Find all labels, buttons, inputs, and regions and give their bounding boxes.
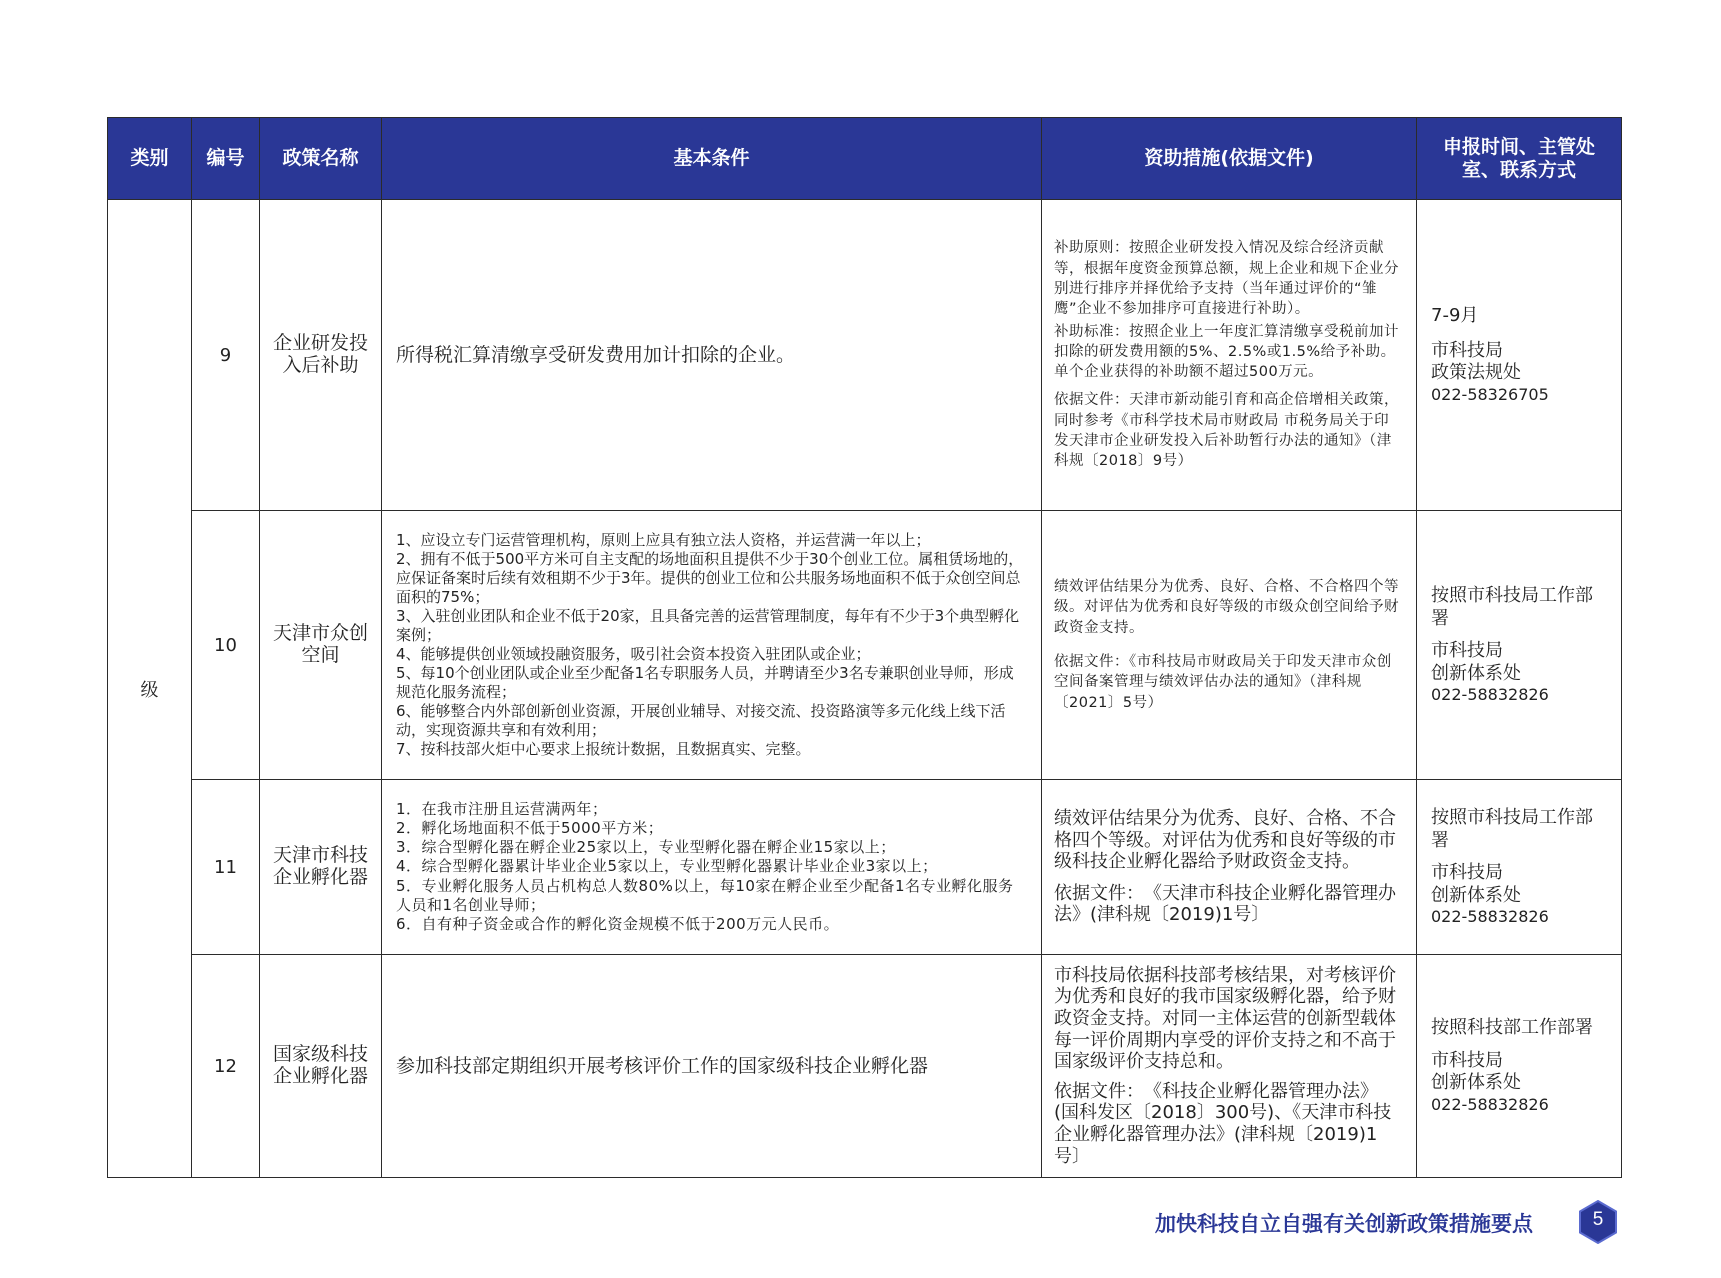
policy-contact [1417,511,1622,780]
table-row [108,200,1622,511]
policy-contact [1417,955,1622,1178]
condition-item: 4、能够提供创业领域投融资服务，吸引社会资本投资入驻团队或企业； [396,645,871,663]
page-number: 5 [1592,1209,1604,1230]
condition-item: 6．自有种子资金或合作的孵化资金规模不低于200万元人民币。 [396,914,840,933]
condition-item: 1．在我市注册且运营满两年； [396,800,608,819]
support-paragraph: 补助标准：按照企业上一年度汇算清缴享受税前加计扣除的研发费用额的5%、2.5%或1.5%给予补助。单个企业获得的补助额不超过500万元。 [1054,323,1399,381]
support-paragraph: 依据文件：天津市新动能引育和高企倍增相关政策，同时参考《市科学技术局市财政局 市税务局关于印发天津市企业研发投入后补助暂行办法的通知》（津科规〔2018〕9号） [1054,392,1399,470]
condition-item: 1、应设立专门运营管理机构，原则上应具有独立法人资格，并运营满一年以上； [396,530,931,549]
header-contact: 申报时间、主管处室、联系方式 [1417,118,1622,200]
dept-office: 创新体系处 [1431,884,1521,906]
dept-org: 市科技局 [1431,862,1503,883]
policy-support [1042,780,1417,955]
policy-number: 10 [192,511,260,780]
dept-office: 创新体系处 [1431,662,1521,684]
apply-time: 按照市科技局工作部署 [1431,807,1593,851]
table-row [108,780,1622,955]
support-paragraph: 绩效评估结果分为优秀、良好、合格、不合格四个等级。对评估为优秀和良好等级的市级众创空间给予财政资金支持。 [1054,579,1399,636]
header-category: 类别 [108,118,192,200]
contact-phone: 022-58832826 [1431,907,1549,926]
contact-phone: 022-58832826 [1431,685,1549,704]
policy-support [1042,200,1417,511]
condition-item: 3、入驻创业团队和企业不低于20家，且具备完善的运营管理制度，每年有不少于3个典型孵化案例； [396,606,1020,644]
policy-number: 11 [192,780,260,955]
table-row [108,955,1622,1178]
policy-name: 国家级科技企业孵化器 [260,955,382,1178]
header-policy-name: 政策名称 [260,118,382,200]
dept-org: 市科技局 [1431,1049,1503,1071]
apply-time: 按照科技部工作部署 [1431,1017,1593,1039]
condition-item: 2．孵化场地面积不低于5000平方米； [396,819,664,838]
policy-name: 天津市众创空间 [260,511,382,780]
policy-name: 天津市科技企业孵化器 [260,780,382,955]
policy-support [1042,955,1417,1178]
dept-org: 市科技局 [1431,339,1503,361]
condition-text: 所得税汇算清缴享受研发费用加计扣除的企业。 [396,343,796,366]
dept-org: 市科技局 [1431,640,1503,661]
contact-phone: 022-58832826 [1431,1094,1549,1114]
contact-phone: 022-58326705 [1431,384,1549,404]
header-conditions: 基本条件 [382,118,1042,200]
condition-item: 4．综合型孵化器累计毕业企业5家以上，专业型孵化器累计毕业企业3家以上； [396,857,938,876]
dept-office: 政策法规处 [1431,362,1521,384]
support-paragraph: 补助原则：按照企业研发投入情况及综合经济贡献等，根据年度资金预算总额，规上企业和规下企业分别进行排序并择优给予支持（当年通过评价的“雏鹰”企业不参加排序可直接进行补助）。 [1054,240,1399,318]
policy-contact [1417,780,1622,955]
footer-title: 加快科技自立自强有关创新政策措施要点 [1155,1212,1533,1236]
policy-table [107,117,1622,1178]
support-paragraph: 依据文件： 《天津市科技企业孵化器管理办法》(津科规〔2019)1号〕 [1054,882,1396,926]
policy-conditions [382,511,1042,780]
support-paragraph: 依据文件：《市科技局市财政局关于印发天津市众创空间备案管理与绩效评估办法的通知》（津科规〔2021〕5号） [1054,654,1392,711]
apply-time: 按照市科技局工作部署 [1431,585,1593,629]
category-cell: 级 [108,200,192,1178]
support-paragraph: 依据文件： 《科技企业孵化器管理办法》 (国科发区〔2018〕300号)、《天津市科技企业孵化器管理办法》(津科规〔2019)1号〕 [1054,1080,1392,1167]
policy-conditions [382,780,1042,955]
support-paragraph: 市科技局依据科技部考核结果，对考核评价为优秀和良好的我市国家级孵化器，给予财政资金支持。对同一主体运营的创新型载体每一评价周期内享受的评价支持之和不高于国家级评价支持总和。 [1054,964,1396,1073]
policy-contact [1417,200,1622,511]
support-paragraph: 绩效评估结果分为优秀、良好、合格、不合格四个等级。对评估为优秀和良好等级的市级科技企业孵化器给予财政资金支持。 [1054,808,1396,873]
condition-item: 2、拥有不低于500平方米可自主支配的场地面积且提供不少于30个创业工位。属租赁场地的，应保证备案时后续有效租期不少于3年。提供的创业工位和公共服务场地面积不低于众创空间总面积的75%； [396,549,1024,606]
policy-support [1042,511,1417,780]
policy-number: 9 [192,200,260,511]
condition-item: 7、按科技部火炬中心要求上报统计数据，且数据真实、完整。 [396,740,811,759]
header-support: 资助措施(依据文件) [1042,118,1417,200]
policy-conditions [382,955,1042,1178]
policy-number: 12 [192,955,260,1178]
dept-office: 创新体系处 [1431,1072,1521,1094]
condition-item: 6、能够整合内外部创新创业资源，开展创业辅导、对接交流、投资路演等多元化线上线下活动，实现资源共享和有效利用； [396,702,1006,740]
apply-time: 7-9月 [1431,305,1479,327]
policy-conditions [382,200,1042,511]
table-row [108,511,1622,780]
condition-item: 3．综合型孵化器在孵企业25家以上，专业型孵化器在孵企业15家以上； [396,838,896,857]
header-number: 编号 [192,118,260,200]
condition-item: 5．专业孵化服务人员占机构总人数80%以上，每10家在孵企业至少配备1名专业孵化服务人员和1名创业导师； [396,876,1014,914]
policy-name: 企业研发投入后补助 [260,200,382,511]
table-header-row [108,118,1622,200]
condition-text: 参加科技部定期组织开展考核评价工作的国家级科技企业孵化器 [396,1054,929,1077]
condition-item: 5、每10个创业团队或企业至少配备1名专职服务人员，并聘请至少3名专兼职创业导师，形成规范化服务流程； [396,664,1014,702]
